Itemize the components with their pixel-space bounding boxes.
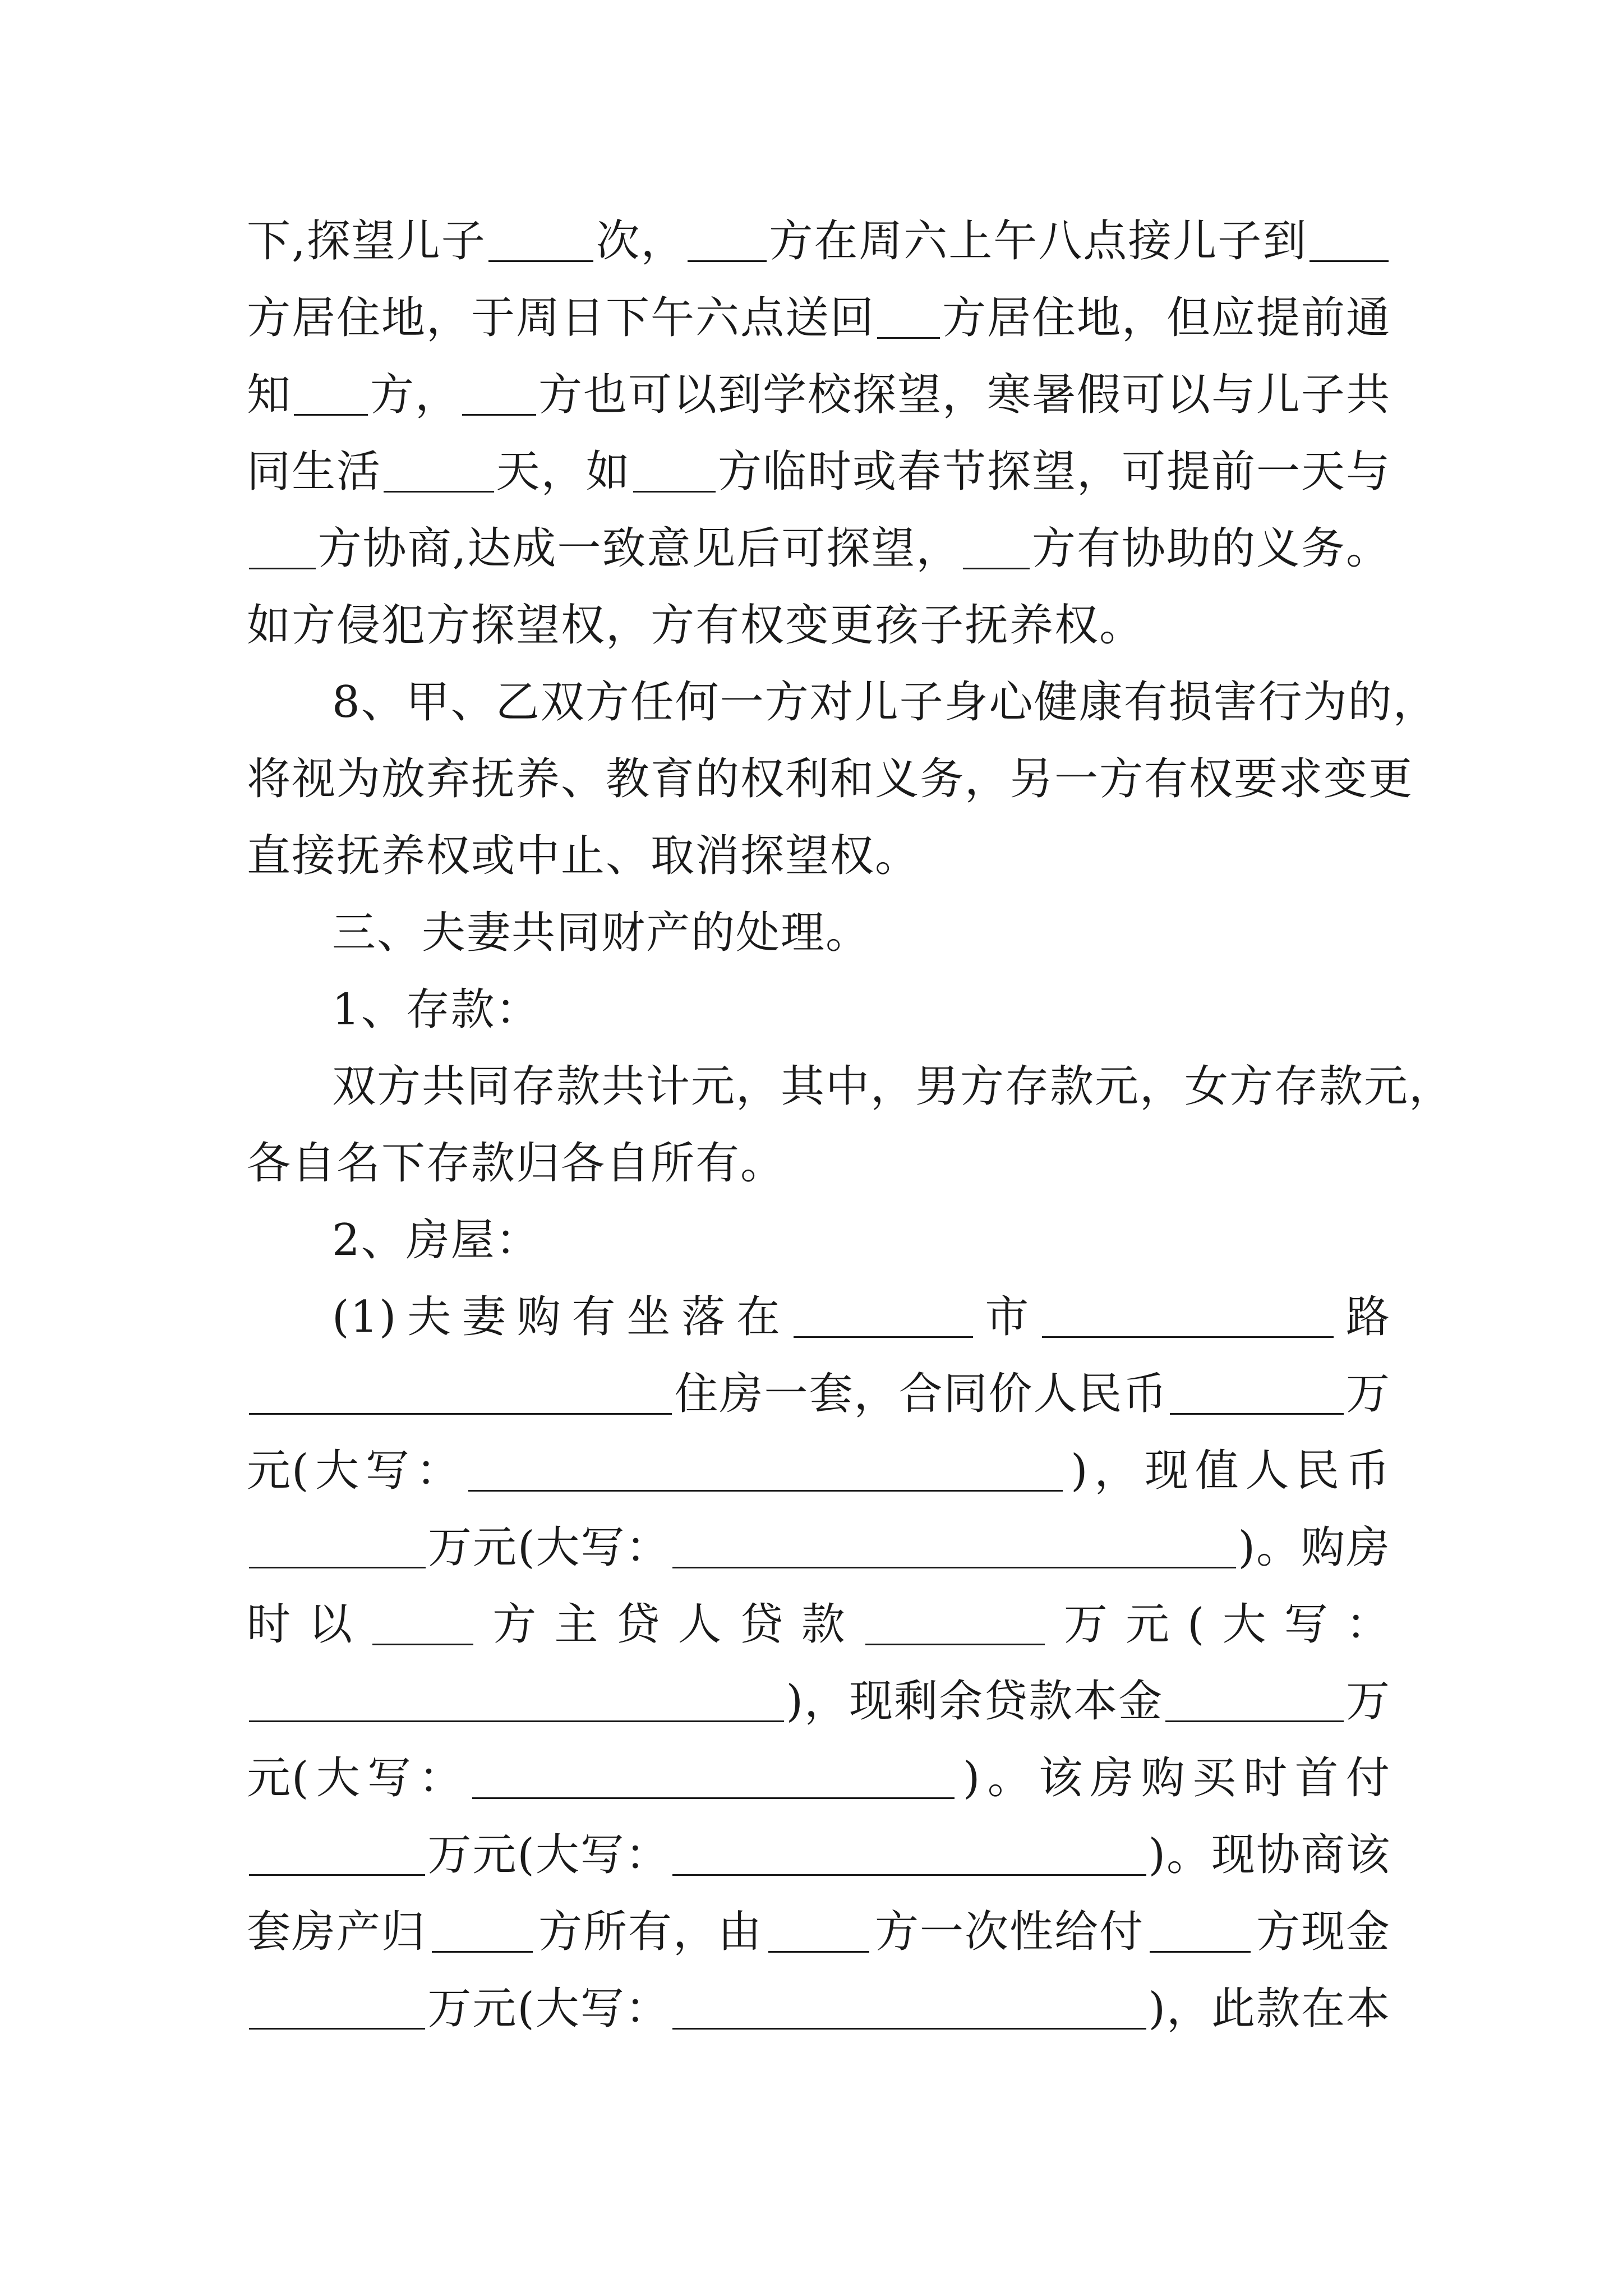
text-segment: 有 — [571, 1292, 617, 1342]
text-segment: 时 — [1243, 1753, 1289, 1803]
text-segment: 大 — [315, 1446, 361, 1496]
text-line — [247, 510, 1391, 587]
fill-blank[interactable] — [768, 1912, 869, 1953]
text-segment: )。购房 — [1238, 1522, 1391, 1573]
text-segment: 人 — [1245, 1446, 1290, 1496]
text-segment: 写 — [1284, 1599, 1329, 1650]
fill-blank[interactable] — [249, 1527, 426, 1568]
text-line — [247, 1125, 1391, 1202]
text-segment: 方有协助的义务。 — [1031, 523, 1391, 574]
fill-blank[interactable] — [249, 1681, 784, 1722]
text-segment: 次， — [596, 216, 686, 266]
text-segment: 各自名下存款归各自所有。 — [247, 1138, 786, 1189]
text-segment: 币 — [1345, 1446, 1391, 1496]
text-segment: 以 — [308, 1599, 354, 1650]
text-segment: 写 — [365, 1446, 411, 1496]
text-segment: 方 — [492, 1599, 538, 1650]
text-line — [247, 1510, 1391, 1586]
text-line — [247, 434, 1391, 510]
fill-blank[interactable] — [472, 1758, 955, 1799]
text-line — [247, 1971, 1391, 2047]
fill-blank[interactable] — [249, 528, 316, 569]
text-line — [247, 741, 1414, 818]
text-segment: )。现协商该 — [1148, 1830, 1391, 1880]
text-segment: 方在周六上午八点接儿子到 — [769, 216, 1308, 266]
text-segment: ) — [1071, 1446, 1089, 1496]
text-line — [247, 972, 1391, 1048]
text-segment: 方所有，由 — [538, 1907, 763, 1957]
fill-blank[interactable] — [249, 1374, 672, 1415]
text-segment: 民 — [1295, 1446, 1341, 1496]
text-segment: 市 — [985, 1292, 1030, 1342]
text-segment: 写 — [367, 1753, 413, 1803]
fill-blank[interactable] — [468, 1451, 1063, 1492]
fill-blank[interactable] — [384, 452, 494, 493]
text-segment: 贷 — [616, 1599, 661, 1650]
text-line — [247, 587, 1391, 664]
fill-blank[interactable] — [794, 1297, 973, 1338]
text-segment: 将视为放弃抚养、教育的权利和义务，另一方有权要求变更 — [247, 754, 1414, 804]
text-line — [247, 1817, 1391, 1894]
section-heading — [247, 895, 1391, 972]
text-segment: 值 — [1195, 1446, 1240, 1496]
text-segment: 现 — [1144, 1446, 1189, 1496]
text-segment: 万 — [1345, 1676, 1391, 1727]
fill-blank[interactable] — [488, 221, 594, 262]
text-segment: 元 — [1126, 1599, 1171, 1650]
fill-blank[interactable] — [1165, 1681, 1344, 1722]
fill-blank[interactable] — [294, 375, 368, 416]
text-segment: 直接抚养权或中止、取消探望权。 — [247, 831, 920, 881]
text-segment: (1) — [332, 1292, 398, 1342]
text-segment: 2、房屋： — [332, 1215, 541, 1266]
text-segment: ： — [416, 1446, 461, 1496]
text-segment: 住房一套，合同价人民币 — [674, 1369, 1168, 1419]
text-line — [247, 1740, 1391, 1817]
text-segment: 该 — [1039, 1753, 1084, 1803]
text-segment: ) — [962, 1753, 981, 1803]
text-segment: 方协商,达成一致意见后可探望， — [317, 523, 961, 574]
text-line — [247, 1663, 1391, 1740]
fill-blank[interactable] — [462, 375, 536, 416]
text-segment: 万元(大写： — [427, 1830, 670, 1880]
text-segment: 大 — [316, 1753, 361, 1803]
fill-blank[interactable] — [1170, 1374, 1344, 1415]
text-segment: 双方共同存款共计元，其中，男方存款元，女方存款元， — [332, 1061, 1454, 1112]
text-segment: 万 — [1063, 1599, 1109, 1650]
text-segment: 套房产归 — [247, 1907, 427, 1957]
text-segment: 方现金 — [1256, 1907, 1391, 1957]
fill-blank[interactable] — [672, 1835, 1146, 1876]
text-segment: ( — [1187, 1599, 1206, 1650]
text-segment: ： — [1345, 1599, 1391, 1650]
text-segment: 元( — [247, 1753, 310, 1803]
text-line — [247, 1433, 1391, 1510]
fill-blank[interactable] — [633, 452, 716, 493]
text-segment: 大 — [1222, 1599, 1267, 1650]
text-line — [247, 1279, 1391, 1356]
fill-blank[interactable] — [432, 1912, 533, 1953]
text-segment: 元( — [247, 1446, 310, 1496]
fill-blank[interactable] — [372, 1604, 473, 1645]
text-segment: 8、甲、乙双方任何一方对儿子身心健康有损害行为的， — [332, 677, 1438, 728]
text-segment: 1、存款： — [332, 984, 541, 1035]
text-segment: 路 — [1345, 1292, 1391, 1342]
text-segment: 方居住地，于周日下午六点送回 — [247, 293, 875, 343]
text-segment: )，现剩余贷款本金 — [786, 1676, 1164, 1727]
text-segment: 方临时或春节探望，可提前一天与 — [717, 447, 1391, 497]
text-line — [247, 280, 1391, 357]
fill-blank[interactable] — [672, 1527, 1235, 1568]
text-line — [247, 818, 1391, 895]
text-segment: 天，如 — [496, 447, 631, 497]
text-line — [247, 664, 1438, 741]
text-segment: 方， — [370, 370, 460, 420]
fill-blank[interactable] — [1042, 1297, 1334, 1338]
document-page — [247, 203, 1454, 2047]
fill-blank[interactable] — [249, 1835, 425, 1876]
text-segment: 万元(大写： — [428, 1522, 671, 1573]
text-segment: 知 — [247, 370, 292, 420]
text-segment: 贷 — [739, 1599, 785, 1650]
text-segment: 购 — [517, 1292, 562, 1342]
text-segment: 首 — [1294, 1753, 1340, 1803]
text-segment: 人 — [677, 1599, 723, 1650]
text-segment: 万 — [1345, 1369, 1391, 1419]
text-line — [247, 357, 1391, 434]
text-segment: 房 — [1090, 1753, 1135, 1803]
fill-blank[interactable] — [963, 528, 1030, 569]
fill-blank[interactable] — [672, 1989, 1146, 2030]
text-line — [247, 203, 1391, 280]
text-segment: )，此款在本 — [1148, 1984, 1391, 2034]
text-segment: 方也可以到学校探望，寒暑假可以与儿子共 — [538, 370, 1391, 420]
text-segment: 买 — [1192, 1753, 1237, 1803]
text-segment: 方居住地，但应提前通 — [942, 293, 1391, 343]
text-segment: 方一次性给付 — [874, 1907, 1144, 1957]
fill-blank[interactable] — [865, 1604, 1045, 1645]
text-segment: 购 — [1141, 1753, 1186, 1803]
text-line — [247, 1356, 1391, 1433]
text-segment: 主 — [554, 1599, 600, 1650]
fill-blank[interactable] — [1150, 1912, 1251, 1953]
text-segment: 在 — [736, 1292, 781, 1342]
text-line — [247, 1894, 1391, 1971]
text-segment: 付 — [1345, 1753, 1391, 1803]
text-segment: ： — [418, 1753, 464, 1803]
fill-blank[interactable] — [249, 1989, 425, 2030]
text-segment: 时 — [247, 1599, 292, 1650]
text-segment: 如方侵犯方探望权，方有权变更孩子抚养权。 — [247, 600, 1145, 651]
text-line — [247, 1586, 1391, 1663]
text-segment: 下,探望儿子 — [247, 216, 486, 266]
text-line — [247, 1202, 1391, 1279]
text-segment: 万元(大写： — [427, 1984, 670, 2034]
fill-blank[interactable] — [688, 221, 767, 262]
fill-blank[interactable] — [877, 298, 940, 339]
text-segment: 坐 — [626, 1292, 672, 1342]
text-line — [247, 1048, 1454, 1125]
text-segment: 同生活 — [247, 447, 382, 497]
fill-blank[interactable] — [1310, 221, 1389, 262]
text-segment: 。 — [987, 1753, 1032, 1803]
text-segment: 款 — [801, 1599, 846, 1650]
text-segment: 三、夫妻共同财产的处理。 — [332, 908, 871, 958]
text-segment: 落 — [681, 1292, 727, 1342]
text-segment: 夫 — [407, 1292, 453, 1342]
text-segment: 妻 — [462, 1292, 508, 1342]
text-segment: ， — [1094, 1446, 1140, 1496]
